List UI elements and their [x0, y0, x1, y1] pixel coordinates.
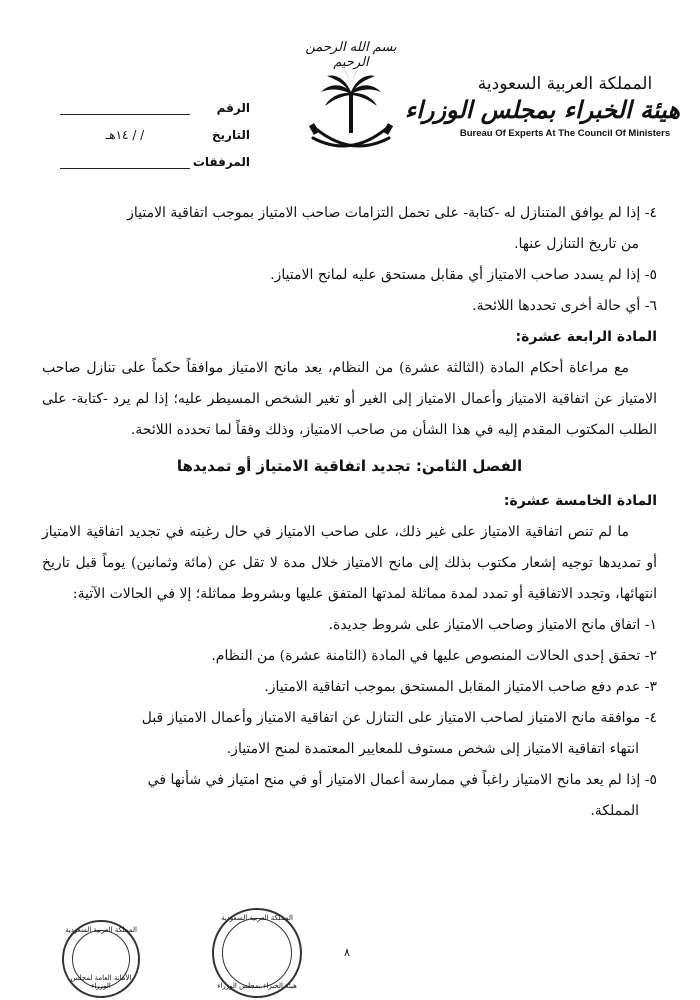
attachments-line: [60, 154, 190, 169]
list-item: ٤- موافقة مانح الامتياز لصاحب الامتياز على التنازل عن اتفاقية الامتياز وأعمال الامتياز قبل: [141, 710, 657, 726]
list-item: ٥- إذا لم يسدد صاحب الامتياز أي مقابل مستحق عليه لمانح الامتياز.: [270, 267, 657, 283]
list-item: ٢- تحقق إحدى الحالات المنصوص عليها في المادة (الثامنة عشرة) من النظام.: [211, 648, 657, 664]
number-line: [60, 100, 190, 115]
list-item: ٦- أي حالة أخرى تحددها اللائحة.: [472, 298, 657, 314]
attachments-row: [60, 142, 250, 169]
list-item: ١- اتفاق مانح الامتياز وصاحب الامتياز على شروط جديدة.: [328, 617, 657, 633]
number-label: الرقم: [216, 101, 250, 115]
issuer-block: [404, 74, 680, 139]
page-number: ٨: [344, 946, 350, 959]
official-stamp-general-secretariat: [62, 920, 140, 998]
article-14-text: مع مراعاة أحكام المادة (الثالثة عشرة) من النظام، يعد مانح الامتياز موافقاً حكماً على تنازل صاحب الامتياز عن اتفاقية الامتياز وأعمال الامتياز إلى الغير أو تغير الشخص المسيطر عليه؛ إذا لم يرد -كتابة- على الطلب المكتوب المقدم إليه في هذا الشأن من صاحب الامتياز، وذلك وفقاً لما تحدده اللائحة.: [42, 360, 657, 438]
reference-number-row: [60, 88, 250, 115]
stamp-text-top: المملكة العربية السعودية: [221, 914, 293, 922]
date-row: [60, 115, 250, 142]
stamp-text-top: المملكة العربية السعودية: [65, 926, 137, 934]
list-item-continuation: المملكة.: [590, 803, 639, 819]
bismillah-text: بسم الله الرحمن الرحيم: [305, 40, 397, 70]
stamp-text-bottom: هيئة الخبراء بمجلس الوزراء: [217, 982, 297, 990]
bureau-name-english: Bureau Of Experts At The Council Of Ministers: [459, 128, 671, 139]
list-item: ٥- إذا لم يعد مانح الامتياز راغباً في ممارسة أعمال الامتياز أو في منح امتياز في شأنها في: [147, 772, 657, 788]
attachments-label: المرفقات: [192, 155, 250, 169]
bureau-name-arabic: هيئة الخبراء بمجلس الوزراء: [404, 95, 680, 124]
date-value: / / ١٤هـ: [105, 128, 145, 142]
list-item-continuation: من تاريخ التنازل عنها.: [514, 236, 639, 252]
reference-fields: [60, 88, 250, 169]
article-14-title: المادة الرابعة عشرة:: [515, 329, 657, 345]
article-15-title: المادة الخامسة عشرة:: [503, 493, 657, 509]
chapter-8-title: الفصل الثامن: تجديد اتفاقية الامتياز أو تمديدها: [176, 457, 523, 475]
list-item: ٣- عدم دفع صاحب الامتياز المقابل المستحق بموجب اتفاقية الامتياز.: [264, 679, 657, 695]
article-15-text: ما لم تنص اتفاقية الامتياز على غير ذلك، على صاحب الامتياز في حال رغبته في تجديد اتفاقية الامتياز أو تمديدها توجيه إشعار مكتوب بذلك إلى مانح الامتياز خلال مدة لا تقل عن (مائة وثمانين) يوماً قبل تاريخ انتهائها، وتجدد الاتفاقية أو تمدد لمدة مماثلة لمدتها المتفق عليها وبشروط مماثلة؛ إلا في الحالات الآتية:: [42, 524, 657, 602]
document-body: [42, 198, 657, 827]
official-stamp-bureau-of-experts: [212, 908, 302, 998]
kingdom-name: المملكة العربية السعودية: [477, 74, 653, 94]
stamp-text-bottom: الأمانة العامة لمجلس الوزراء: [70, 974, 132, 990]
date-label: التاريخ: [211, 128, 250, 142]
list-item: ٤- إذا لم يوافق المتنازل له -كتابة- على تحمل التزامات صاحب الامتياز بموجب اتفاقية الامتياز: [127, 205, 657, 221]
letterhead: [0, 0, 700, 190]
list-item-continuation: انتهاء اتفاقية الامتياز إلى شخص مستوف للمعايير المعتمدة لمنح الامتياز.: [226, 741, 639, 757]
palm-swords-emblem-icon: [301, 62, 401, 162]
